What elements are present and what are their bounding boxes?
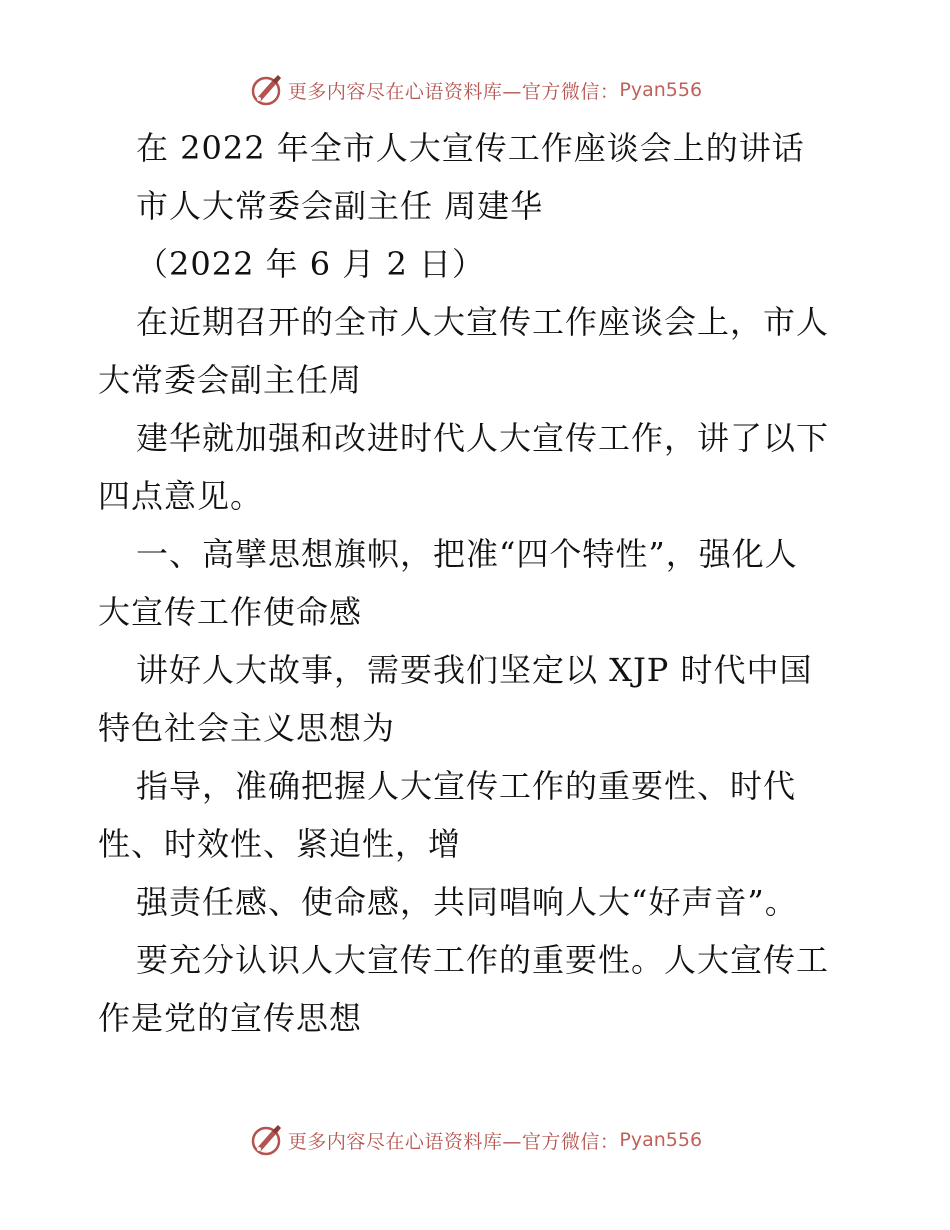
paragraph-line: 作是党的宣传思想 [98,999,363,1037]
paragraph-line: 建华就加强和改进时代人大宣传工作，讲了以下 [136,419,830,457]
paragraph-line: 要充分认识人大宣传工作的重要性。人大宣传工 [136,941,830,979]
watermark-text: 更多内容尽在心语资料库—官方微信： [287,1130,620,1153]
paragraph-line: 强责任感、使命感，共同唱响人大“好声音”。 [136,883,798,921]
paragraph-line: 在近期召开的全市人大宣传工作座谈会上，市人 [136,303,830,341]
paragraph-line: 特色社会主义思想为 [98,709,396,747]
document-title: 在 2022 年全市人大宣传工作座谈会上的讲话 [136,129,805,167]
paragraph-line: 大常委会副主任周 [98,361,363,399]
section-heading-line: 一、高擘思想旗帜，把准“四个特性”，强化人 [136,535,798,573]
paragraph-line: 四点意见。 [98,477,264,515]
watermark-contact: Pyan556 [619,79,703,101]
watermark-text: 更多内容尽在心语资料库—官方微信： [287,80,620,103]
watermark-contact: Pyan556 [619,1129,703,1151]
paragraph-line: 性、时效性、紧迫性，增 [98,825,462,863]
section-heading-line: 大宣传工作使命感 [98,593,363,631]
document-date: （2022 年 6 月 2 日） [136,245,486,283]
paragraph-line: 讲好人大故事，需要我们坚定以 XJP 时代中国 [136,651,813,689]
writing-hand-logo-icon [248,1122,284,1158]
footer-watermark [0,1120,950,1160]
paragraph-line: 指导，准确把握人大宣传工作的重要性、时代 [136,767,797,805]
document-speaker: 市人大常委会副主任 周建华 [136,187,544,225]
